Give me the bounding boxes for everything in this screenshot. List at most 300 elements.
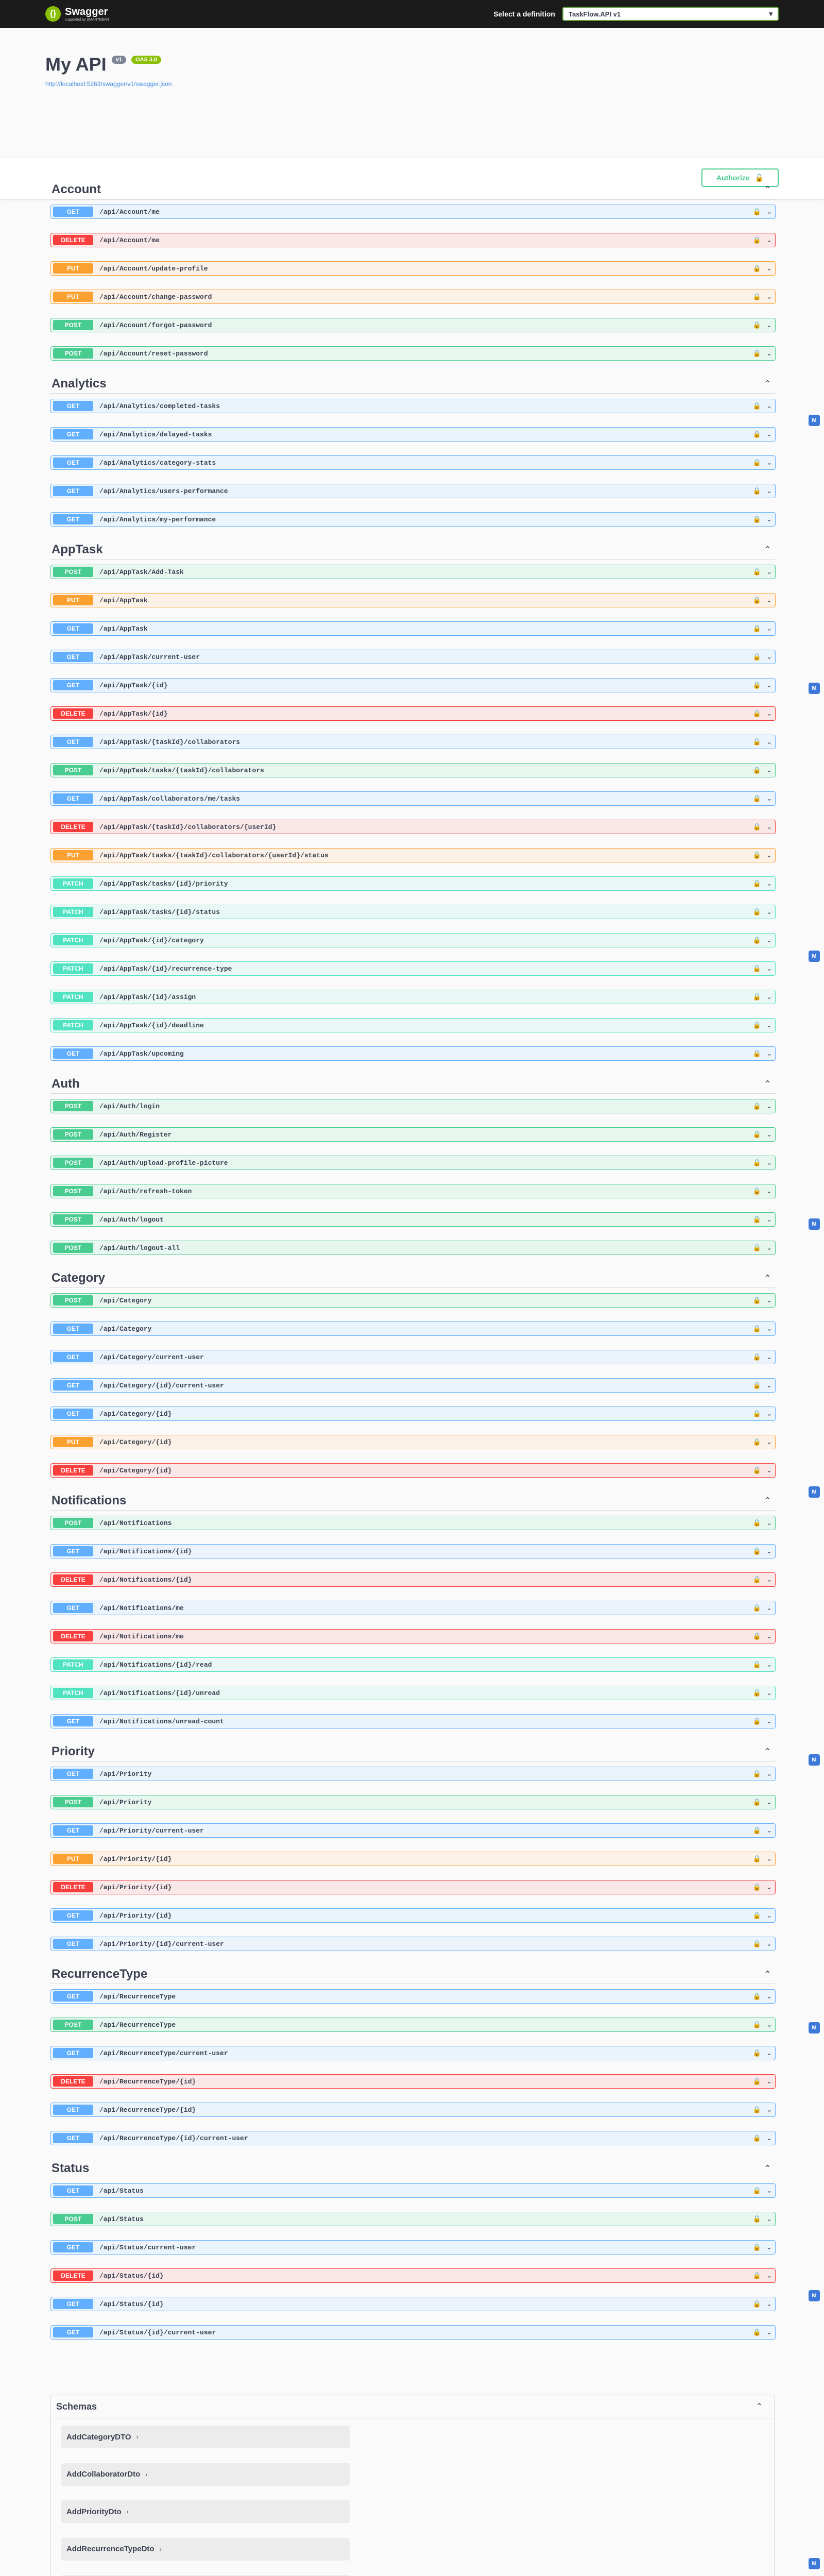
tag-header[interactable] (50, 1075, 776, 1094)
chevron-down-icon[interactable]: ⌄ (766, 1855, 772, 1862)
topbar (0, 0, 824, 28)
method-badge: PUT (53, 850, 93, 860)
chevron-down-icon[interactable]: ⌄ (766, 823, 772, 831)
operation-row[interactable] (50, 1321, 776, 1336)
operation-path: /api/Notifications/{id} (99, 1575, 192, 1584)
operation-row[interactable] (50, 1823, 776, 1838)
lock-icon[interactable]: 🔒 (752, 1717, 762, 1725)
lock-icon[interactable]: 🔒 (752, 993, 762, 1001)
lock-icon[interactable]: 🔒 (752, 1575, 762, 1583)
chevron-down-icon[interactable]: ⌄ (766, 908, 772, 916)
chevron-down-icon[interactable]: ⌄ (766, 964, 772, 972)
lock-icon[interactable]: 🔒 (752, 1632, 762, 1640)
lock-icon[interactable]: 🔒 (752, 1770, 762, 1777)
operation-path: /api/AppTask/{taskId}/collaborators/{userId} (99, 823, 277, 831)
lock-icon[interactable]: 🔒 (752, 1689, 762, 1697)
operation-row[interactable] (50, 1516, 776, 1530)
operation-path: /api/AppTask/{id}/assign (99, 993, 196, 1001)
chevron-down-icon[interactable]: ⌄ (766, 568, 772, 575)
operation-path: /api/AppTask/current-user (99, 653, 200, 661)
schema-item[interactable] (61, 2426, 350, 2448)
chevron-down-icon[interactable]: ⌄ (766, 1466, 772, 1474)
operation-row[interactable] (50, 205, 776, 219)
operation-path: /api/Account/me (99, 236, 160, 244)
chevron-down-icon[interactable]: ⌄ (766, 293, 772, 300)
lock-icon[interactable]: 🔒 (752, 1296, 762, 1304)
operation-path: /api/Analytics/my-performance (99, 515, 216, 523)
lock-icon[interactable]: 🔒 (752, 2187, 762, 2194)
chevron-down-icon[interactable]: ⌄ (766, 2106, 772, 2113)
info-section (0, 28, 824, 158)
chevron-down-icon[interactable]: ⌄ (766, 993, 772, 1001)
method-badge: DELETE (53, 235, 93, 245)
operation-row[interactable] (50, 1880, 776, 1894)
operation-row[interactable] (50, 1212, 776, 1227)
chevron-down-icon[interactable]: ⌄ (766, 2077, 772, 2085)
operation-row[interactable] (50, 290, 776, 304)
tag-header[interactable] (50, 375, 776, 394)
lock-icon[interactable]: 🔒 (752, 1826, 762, 1834)
chevron-down-icon[interactable]: ⌄ (766, 1159, 772, 1166)
chevron-down-icon[interactable]: ⌄ (766, 515, 772, 523)
operation-row[interactable] (50, 399, 776, 413)
chevron-down-icon[interactable]: ⌄ (766, 1102, 772, 1110)
operation-row[interactable] (50, 565, 776, 579)
chevron-up-icon: ⌃ (763, 184, 771, 195)
operation-row[interactable] (50, 1046, 776, 1061)
lock-icon[interactable]: 🔒 (752, 936, 762, 944)
operation-row[interactable] (50, 1350, 776, 1364)
lock-icon[interactable]: 🔒 (752, 1187, 762, 1195)
lock-icon[interactable]: 🔒 (752, 2134, 762, 2142)
lock-icon[interactable]: 🔒 (752, 851, 762, 859)
operation-row[interactable] (50, 1435, 776, 1449)
method-badge: POST (53, 567, 93, 577)
operation-row[interactable] (50, 706, 776, 721)
operation-row[interactable] (50, 1989, 776, 2004)
chevron-down-icon[interactable]: ⌄ (766, 349, 772, 357)
chevron-down-icon[interactable]: ⌄ (766, 1296, 772, 1304)
lock-icon[interactable]: 🔒 (752, 1021, 762, 1029)
operation-row[interactable] (50, 2240, 776, 2255)
chevron-down-icon[interactable]: ⌄ (766, 402, 772, 410)
operation-row[interactable] (50, 2325, 776, 2340)
operation-row[interactable] (50, 1378, 776, 1393)
chevron-down-icon[interactable]: ⌄ (766, 1660, 772, 1668)
operation-row[interactable] (50, 2268, 776, 2283)
method-badge: DELETE (53, 2270, 93, 2281)
lock-icon[interactable]: 🔒 (752, 1049, 762, 1057)
operation-row[interactable] (50, 261, 776, 276)
lock-icon[interactable]: 🔒 (752, 1547, 762, 1555)
operation-path: /api/AppTask/upcoming (99, 1049, 184, 1058)
operation-row[interactable] (50, 2018, 776, 2032)
operation-row[interactable] (50, 1795, 776, 1809)
lock-icon[interactable]: 🔒 (752, 1466, 762, 1474)
chevron-down-icon[interactable]: ⌄ (766, 1575, 772, 1583)
lock-icon[interactable]: 🔒 (752, 1992, 762, 2000)
lock-icon[interactable]: 🔒 (752, 2049, 762, 2057)
tag-section (50, 180, 776, 361)
operation-row[interactable] (50, 2046, 776, 2060)
operation-row[interactable] (50, 848, 776, 862)
operation-path: /api/Priority/{id} (99, 1911, 172, 1920)
operation-path: /api/Category/current-user (99, 1353, 204, 1361)
lock-icon[interactable]: 🔒 (752, 1438, 762, 1446)
lock-icon[interactable]: 🔒 (752, 766, 762, 774)
operation-row[interactable] (50, 1767, 776, 1781)
lock-icon[interactable]: 🔒 (752, 1102, 762, 1110)
operation-row[interactable] (50, 933, 776, 947)
chevron-down-icon[interactable]: ⌄ (766, 709, 772, 717)
lock-icon[interactable]: 🔒 (752, 1911, 762, 1919)
chevron-down-icon[interactable]: ⌄ (766, 1244, 772, 1251)
chevron-down-icon[interactable]: ⌄ (766, 2187, 772, 2194)
operation-path: /api/Account/reset-password (99, 349, 208, 358)
lock-icon[interactable]: 🔒 (752, 1883, 762, 1891)
chevron-down-icon[interactable]: ⌄ (766, 1381, 772, 1389)
operation-row[interactable] (50, 1572, 776, 1587)
schema-name: AddCollaboratorDto (66, 2470, 141, 2479)
method-badge: GET (53, 401, 93, 411)
lock-icon[interactable]: 🔒 (752, 1798, 762, 1806)
chevron-right-icon: › (145, 2470, 148, 2478)
operation-path: /api/Category/{id} (99, 1438, 172, 1446)
lock-icon[interactable]: 🔒 (752, 208, 762, 215)
side-marker-icon: M (809, 1218, 820, 1230)
operation-path: /api/RecurrenceType/{id}/current-user (99, 2134, 248, 2142)
operation-row[interactable] (50, 990, 776, 1004)
operation-row[interactable] (50, 318, 776, 332)
operation-path: /api/Notifications/{id} (99, 1547, 192, 1555)
chevron-down-icon[interactable]: ⌄ (766, 1519, 772, 1527)
chevron-down-icon[interactable]: ⌄ (766, 681, 772, 689)
operation-row[interactable] (50, 1657, 776, 1672)
lock-icon[interactable]: 🔒 (752, 293, 762, 300)
operation-path: /api/Analytics/completed-tasks (99, 402, 220, 410)
operation-path: /api/Status (99, 2215, 144, 2223)
operation-row[interactable] (50, 346, 776, 361)
operation-row[interactable] (50, 1099, 776, 1113)
operation-path: /api/RecurrenceType (99, 2021, 176, 2029)
lock-icon[interactable]: 🔒 (752, 879, 762, 887)
tag-name: Status (52, 2161, 90, 2175)
method-badge: GET (53, 457, 93, 468)
lock-icon[interactable]: 🔒 (752, 2077, 762, 2085)
chevron-down-icon[interactable]: ⌄ (766, 2215, 772, 2223)
chevron-down-icon[interactable]: ⌄ (766, 879, 772, 887)
lock-icon[interactable]: 🔒 (752, 1855, 762, 1862)
operation-row[interactable] (50, 1714, 776, 1728)
schema-item[interactable] (61, 2538, 350, 2561)
chevron-down-icon[interactable]: ⌄ (766, 236, 772, 244)
chevron-down-icon[interactable]: ⌄ (766, 2328, 772, 2336)
operation-row[interactable] (50, 2131, 776, 2145)
operation-row[interactable] (50, 791, 776, 806)
method-badge: PATCH (53, 992, 93, 1002)
chevron-down-icon[interactable]: ⌄ (766, 1826, 772, 1834)
operation-path: /api/Priority (99, 1798, 152, 1806)
chevron-down-icon[interactable]: ⌄ (766, 851, 772, 859)
tag-section (50, 2159, 776, 2340)
lock-icon[interactable]: 🔒 (752, 2243, 762, 2251)
tag-header[interactable] (50, 1269, 776, 1288)
operation-row[interactable] (50, 678, 776, 692)
swagger-logo-icon: {} (45, 6, 61, 22)
chevron-down-icon[interactable]: ⌄ (766, 1911, 772, 1919)
chevron-down-icon[interactable]: ⌄ (766, 430, 772, 438)
operation-row[interactable] (50, 1908, 776, 1923)
operation-path: /api/Account/me (99, 208, 160, 216)
schemas-header[interactable] (51, 2395, 774, 2418)
lock-icon[interactable]: 🔒 (752, 1215, 762, 1223)
method-badge: POST (53, 765, 93, 775)
chevron-down-icon[interactable]: ⌄ (766, 1883, 772, 1891)
lock-icon[interactable]: 🔒 (752, 964, 762, 972)
chevron-down-icon[interactable]: ⌄ (766, 936, 772, 944)
lock-icon[interactable]: 🔒 (752, 515, 762, 523)
chevron-down-icon[interactable]: ⌄ (766, 1215, 772, 1223)
method-badge: GET (53, 2048, 93, 2058)
operation-row[interactable] (50, 1156, 776, 1170)
side-marker-icon: M (809, 2022, 820, 2033)
lock-icon[interactable]: 🔒 (752, 321, 762, 329)
lock-icon[interactable]: 🔒 (752, 2328, 762, 2336)
operation-row[interactable] (50, 1544, 776, 1558)
chevron-down-icon[interactable]: ⌄ (766, 1940, 772, 1947)
lock-icon[interactable]: 🔒 (752, 2215, 762, 2223)
lock-icon[interactable]: 🔒 (752, 2106, 762, 2113)
lock-icon[interactable]: 🔒 (752, 459, 762, 466)
lock-icon[interactable]: 🔒 (752, 1325, 762, 1332)
chevron-down-icon[interactable]: ⌄ (766, 1770, 772, 1777)
operation-path: /api/AppTask/{id}/deadline (99, 1021, 204, 1029)
lock-icon[interactable]: 🔒 (752, 568, 762, 575)
side-marker-icon: M (809, 683, 820, 694)
lock-icon[interactable]: 🔒 (752, 236, 762, 244)
operation-row[interactable] (50, 763, 776, 777)
operation-path: /api/Notifications/{id}/unread (99, 1689, 220, 1697)
method-badge: PATCH (53, 963, 93, 974)
method-badge: GET (53, 514, 93, 524)
operation-row[interactable] (50, 876, 776, 891)
chevron-down-icon[interactable]: ⌄ (766, 1632, 772, 1640)
operation-row[interactable] (50, 1937, 776, 1951)
chevron-down-icon[interactable]: ⌄ (766, 1353, 772, 1361)
lock-icon[interactable]: 🔒 (752, 709, 762, 717)
lock-icon[interactable]: 🔒 (752, 1519, 762, 1527)
chevron-down-icon[interactable]: ⌄ (766, 1992, 772, 2000)
operation-row[interactable] (50, 2212, 776, 2226)
method-badge: GET (53, 1939, 93, 1949)
lock-icon[interactable]: 🔒 (752, 908, 762, 916)
operation-path: /api/AppTask/tasks/{taskId}/collaborators (99, 766, 264, 774)
operation-row[interactable] (50, 1686, 776, 1700)
chevron-down-icon[interactable]: ⌄ (766, 208, 772, 215)
chevron-down-icon[interactable]: ⌄ (766, 459, 772, 466)
operation-row[interactable] (50, 1018, 776, 1032)
chevron-up-icon: ⌃ (763, 1495, 771, 1506)
lock-icon[interactable]: 🔒 (752, 349, 762, 357)
operation-path: /api/Analytics/users-performance (99, 487, 228, 495)
tag-header[interactable] (50, 2159, 776, 2178)
chevron-up-icon: ⌃ (763, 544, 771, 555)
operation-row[interactable] (50, 427, 776, 442)
chevron-down-icon[interactable]: ⌄ (766, 2134, 772, 2142)
lock-icon[interactable]: 🔒 (752, 624, 762, 632)
operation-row[interactable] (50, 455, 776, 470)
operation-row[interactable] (50, 1406, 776, 1421)
operation-path: /api/AppTask (99, 624, 148, 633)
chevron-down-icon[interactable]: ⌄ (766, 1798, 772, 1806)
method-badge: PATCH (53, 1659, 93, 1670)
operation-path: /api/Category/{id}/current-user (99, 1381, 224, 1389)
method-badge: POST (53, 1518, 93, 1528)
lock-icon[interactable]: 🔒 (752, 794, 762, 802)
operation-row[interactable] (50, 233, 776, 247)
tag-section (50, 1492, 776, 1728)
chevron-down-icon[interactable]: ⌄ (766, 794, 772, 802)
operation-row[interactable] (50, 1127, 776, 1142)
operation-path: /api/AppTask/tasks/{id}/status (99, 908, 220, 916)
chevron-down-icon[interactable]: ⌄ (766, 766, 772, 774)
lock-icon[interactable]: 🔒 (752, 402, 762, 410)
operation-row[interactable] (50, 2074, 776, 2089)
lock-icon[interactable]: 🔒 (752, 1604, 762, 1612)
tag-header[interactable] (50, 540, 776, 560)
chevron-down-icon[interactable]: ⌄ (766, 1325, 772, 1332)
method-badge: GET (53, 2299, 93, 2309)
operation-path: /api/Priority/{id} (99, 1855, 172, 1863)
lock-icon[interactable]: 🔒 (752, 596, 762, 604)
operation-row[interactable] (50, 905, 776, 919)
lock-icon[interactable]: 🔒 (752, 1130, 762, 1138)
chevron-down-icon[interactable]: ⌄ (766, 2272, 772, 2279)
lock-icon[interactable]: 🔒 (752, 1410, 762, 1417)
operation-path: /api/Category (99, 1296, 152, 1304)
lock-icon[interactable]: 🔒 (752, 487, 762, 495)
lock-icon[interactable]: 🔒 (752, 1660, 762, 1668)
chevron-down-icon[interactable]: ⌄ (766, 596, 772, 604)
chevron-down-icon[interactable]: ⌄ (766, 2021, 772, 2028)
chevron-down-icon[interactable]: ⌄ (766, 1130, 772, 1138)
operation-row[interactable] (50, 512, 776, 527)
operation-row[interactable] (50, 1241, 776, 1255)
spec-url-link[interactable]: http://localhost:5263/swagger/v1/swagger.json (45, 80, 172, 88)
chevron-up-icon: ⌃ (763, 1969, 771, 1979)
lock-icon[interactable]: 🔒 (752, 1940, 762, 1947)
operation-row[interactable] (50, 1629, 776, 1643)
lock-icon[interactable]: 🔒 (752, 1159, 762, 1166)
method-badge: PATCH (53, 907, 93, 917)
operation-row[interactable] (50, 1293, 776, 1308)
method-badge: GET (53, 1409, 93, 1419)
side-marker-icon: M (809, 951, 820, 962)
tag-header[interactable] (50, 1742, 776, 1761)
lock-icon[interactable]: 🔒 (752, 1381, 762, 1389)
lock-icon[interactable]: 🔒 (752, 430, 762, 438)
chevron-down-icon[interactable]: ⌄ (766, 2049, 772, 2057)
method-badge: PUT (53, 1854, 93, 1864)
chevron-down-icon[interactable]: ⌄ (766, 1187, 772, 1195)
chevron-down-icon[interactable]: ⌄ (766, 321, 772, 329)
operation-path: /api/Auth/upload-profile-picture (99, 1159, 228, 1167)
tag-header[interactable] (50, 1492, 776, 1511)
chevron-down-icon[interactable]: ⌄ (766, 2300, 772, 2308)
chevron-down-icon[interactable]: ⌄ (766, 1604, 772, 1612)
operation-row[interactable] (50, 650, 776, 664)
method-badge: POST (53, 1158, 93, 1168)
chevron-up-icon: ⌃ (756, 2402, 763, 2411)
schema-item[interactable] (61, 2500, 350, 2523)
operation-row[interactable] (50, 1184, 776, 1198)
lock-icon[interactable]: 🔒 (752, 264, 762, 272)
lock-icon[interactable]: 🔒 (752, 2021, 762, 2028)
lock-icon[interactable]: 🔒 (752, 2272, 762, 2279)
lock-icon[interactable]: 🔒 (752, 1244, 762, 1251)
operation-row[interactable] (50, 735, 776, 749)
operation-row[interactable] (50, 961, 776, 976)
chevron-down-icon[interactable]: ⌄ (766, 653, 772, 660)
chevron-down-icon[interactable]: ⌄ (766, 1021, 772, 1029)
chevron-down-icon[interactable]: ⌄ (766, 1049, 772, 1057)
lock-icon[interactable]: 🔒 (752, 653, 762, 660)
operation-path: /api/Analytics/category-stats (99, 459, 216, 467)
tag-header[interactable] (50, 180, 776, 199)
method-badge: PATCH (53, 1020, 93, 1030)
chevron-down-icon[interactable]: ⌄ (766, 738, 772, 745)
operation-row[interactable] (50, 621, 776, 636)
lock-icon[interactable]: 🔒 (752, 681, 762, 689)
operation-row[interactable] (50, 1601, 776, 1615)
operation-path: /api/Auth/logout-all (99, 1244, 180, 1252)
chevron-down-icon[interactable]: ⌄ (766, 624, 772, 632)
lock-icon[interactable]: 🔒 (752, 1353, 762, 1361)
chevron-down-icon[interactable]: ⌄ (766, 487, 772, 495)
chevron-down-icon[interactable]: ⌄ (766, 1689, 772, 1697)
tag-name: AppTask (52, 543, 103, 556)
chevron-down-icon[interactable]: ⌄ (766, 1410, 772, 1417)
method-badge: GET (53, 207, 93, 217)
lock-icon[interactable]: 🔒 (752, 823, 762, 831)
chevron-right-icon: › (136, 2433, 139, 2441)
operation-row[interactable] (50, 820, 776, 834)
chevron-down-icon[interactable]: ⌄ (766, 2243, 772, 2251)
operation-path: /api/Category/{id} (99, 1410, 172, 1418)
oas-badge: OAS 3.0 (131, 56, 161, 64)
logo-name: Swagger (65, 6, 108, 18)
operation-row[interactable] (50, 2103, 776, 2117)
swagger-logo[interactable] (45, 6, 109, 22)
operation-row[interactable] (50, 1852, 776, 1866)
tag-header[interactable] (50, 1965, 776, 1984)
chevron-down-icon[interactable]: ⌄ (766, 1547, 772, 1555)
definition-select[interactable] (562, 7, 779, 21)
lock-icon[interactable]: 🔒 (752, 2300, 762, 2308)
chevron-down-icon[interactable]: ⌄ (766, 1438, 772, 1446)
operation-row[interactable] (50, 2183, 776, 2198)
schema-list (51, 2418, 774, 2576)
operation-row[interactable] (50, 484, 776, 498)
schema-item[interactable] (61, 2463, 350, 2486)
lock-icon[interactable]: 🔒 (752, 738, 762, 745)
operation-path: /api/RecurrenceType/current-user (99, 2049, 228, 2057)
chevron-down-icon[interactable]: ⌄ (766, 264, 772, 272)
chevron-down-icon[interactable]: ⌄ (766, 1717, 772, 1725)
operation-row[interactable] (50, 2297, 776, 2311)
operation-row[interactable] (50, 593, 776, 607)
operation-row[interactable] (50, 1463, 776, 1478)
